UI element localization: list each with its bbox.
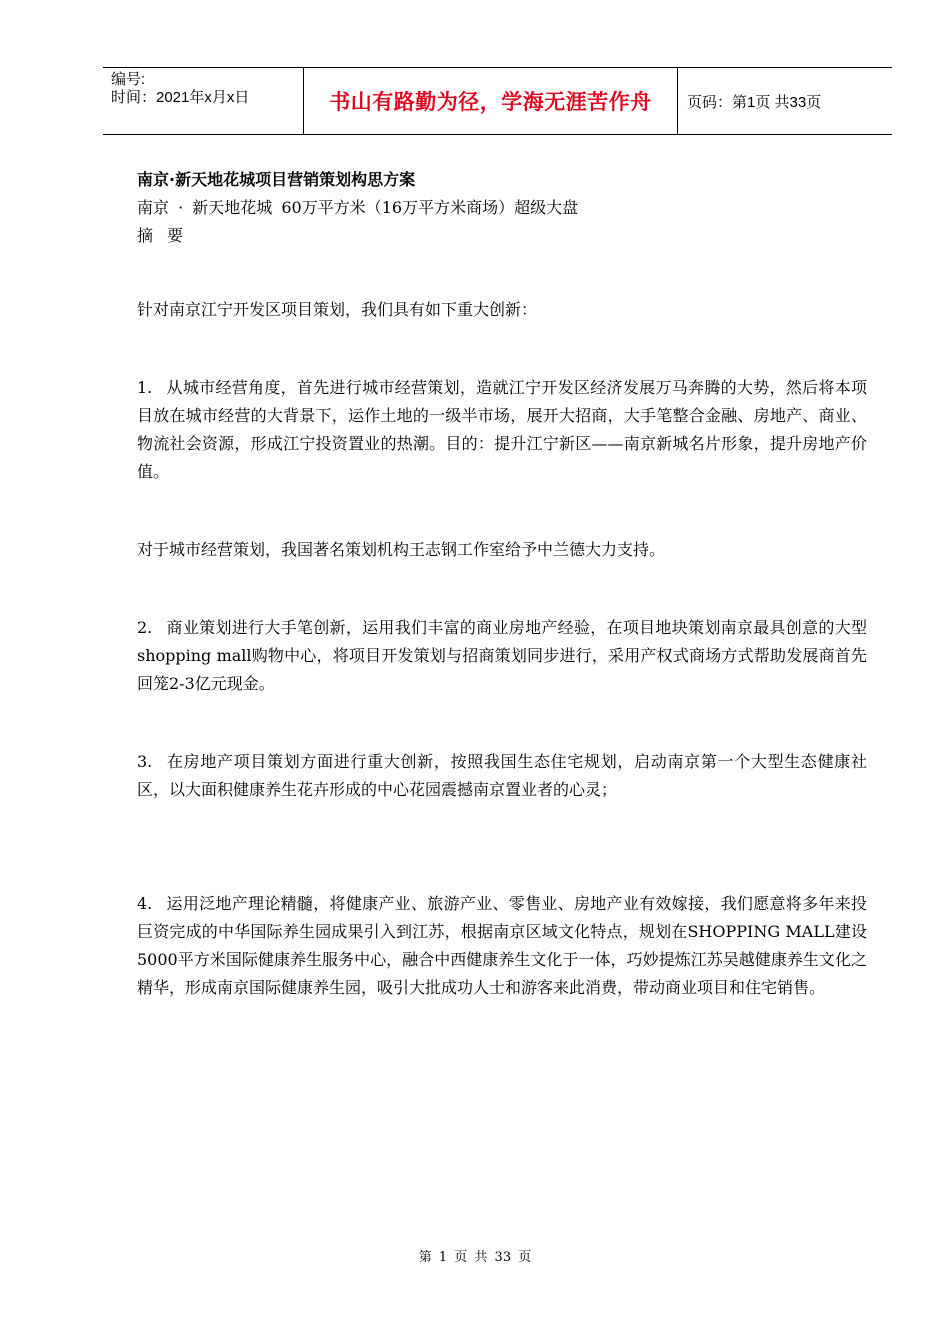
list-item-3-text: 在房地产项目策划方面进行重大创新，按照我国生态住宅规划，启动南京第一个大型生态健康社区，以大面积健康养生花卉形成的中心花园震撼南京置业者的心灵； <box>137 752 867 799</box>
header-motto-cell <box>304 68 678 134</box>
document-number-label: 编号: <box>111 71 146 88</box>
document-subtitle: 南京 · 新天地花城 60万平方米（16万平方米商场）超级大盘 <box>137 198 579 217</box>
list-item-2-text: 商业策划进行大手笔创新，运用我们丰富的商业房地产经验，在项目地块策划南京最具创意的大型shopping mall购物中心，将项目开发策划与招商策划同步进行，采用产权式商场方式帮助发展商首先回笼2-3亿元现金。 <box>137 618 867 693</box>
list-item-4-text: 运用泛地产理论精髓，将健康产业、旅游产业、零售业、房地产业有效嫁接，我们愿意将多年来投巨资完成的中华国际养生园成果引入到江苏，根据南京区域文化特点，规划在SHOPPING MALL建设5000平方米国际健康养生服务中心，融合中西健康养生文化于一体，巧妙提炼江苏吴越健康养生文化之精华，形成南京国际健康养生园，吸引大批成功人士和游客来此消费，带动商业项目和住宅销售。 <box>137 894 867 997</box>
abstract-heading: 摘要 <box>137 226 198 245</box>
header-page-code-cell <box>678 68 892 134</box>
list-item-2-number: 2. <box>137 618 153 637</box>
list-item-1-text: 从城市经营角度，首先进行城市经营策划，造就江宁开发区经济发展万马奔腾的大势，然后将本项目放在城市经营的大背景下，运作土地的一级半市场，展开大招商，大手笔整合金融、房地产、商业、物流社会资源，形成江宁投资置业的热潮。目的：提升江宁新区——南京新城名片形象，提升房地产价值。 <box>137 378 867 481</box>
list-item-1-number: 1. <box>137 378 153 397</box>
motto-text: 书山有路勤为径，学海无涯苦作舟 <box>329 90 652 114</box>
page-header <box>103 67 892 135</box>
list-item-1 <box>137 374 867 486</box>
list-item-2 <box>137 614 867 698</box>
list-item-4 <box>137 890 867 1002</box>
page-footer: 第 1 页 共 33 页 <box>418 1250 532 1265</box>
document-body <box>137 166 867 1002</box>
page-code: 页码：第1页 共33页 <box>687 93 822 111</box>
document-date: 时间：2021年x月x日 <box>111 89 250 106</box>
document-title: 南京·新天地花城项目营销策划构思方案 <box>137 170 416 189</box>
list-item-3-number: 3. <box>137 752 153 771</box>
list-item-3 <box>137 748 867 804</box>
intro-paragraph: 针对南京江宁开发区项目策划，我们具有如下重大创新： <box>137 300 538 319</box>
header-meta <box>103 68 304 134</box>
support-paragraph: 对于城市经营策划，我国著名策划机构王志钢工作室给予中兰德大力支持。 <box>137 540 666 559</box>
list-item-4-number: 4. <box>137 894 153 913</box>
